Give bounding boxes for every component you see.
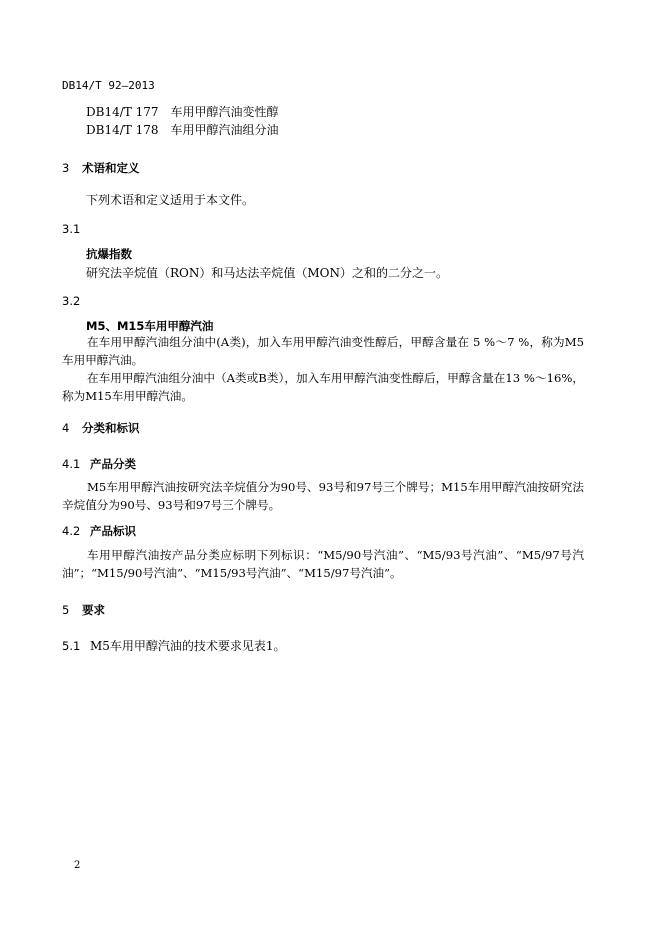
section-heading: [62, 420, 140, 436]
section-number: 5: [62, 603, 70, 617]
reference-item: [86, 103, 279, 121]
reference-code: DB14/T 177: [86, 105, 159, 119]
paragraph: 车用甲醇汽油按产品分类应标明下列标识：“M5/90号汽油”、“M5/93号汽油”、“M5/97号汽油”；“M15/90号汽油”、“M15/93号汽油”、“M15/97号汽油”。: [62, 548, 584, 580]
subsection-number: 4.1: [62, 457, 81, 471]
section-title: 分类和标识: [82, 421, 140, 435]
section-heading: [62, 160, 140, 176]
section-heading: [62, 602, 105, 618]
subsection-heading: [62, 523, 136, 539]
clause-text: M5车用甲醇汽油的技术要求见表1。: [90, 639, 286, 653]
section-title: 要求: [82, 603, 105, 617]
term-definition: 研究法辛烷值（RON）和马达法辛烷值（MON）之和的二分之一。: [86, 266, 449, 280]
term-name: 抗爆指数: [86, 247, 132, 261]
reference-item: [86, 121, 279, 139]
term-definition: 在车用甲醇汽油组分油中(A类)，加入车用甲醇汽油变性醇后，甲醇含量在 5 %～7 %，称为M5车用甲醇汽油。: [62, 335, 584, 367]
paragraph: M5车用甲醇汽油按研究法辛烷值分为90号、93号和97号三个牌号；M15车用甲醇汽油按研究法辛烷值分为90号、93号和97号三个牌号。: [62, 480, 584, 512]
running-header: DB14/T 92—2013: [62, 79, 155, 92]
subsection-title: 产品分类: [90, 457, 136, 471]
clause-item: [62, 637, 286, 655]
section-number: 4: [62, 421, 70, 435]
term-definition: 在车用甲醇汽油组分油中（A类或B类），加入车用甲醇汽油变性醇后，甲醇含量在13 %～16%，称为M15车用甲醇汽油。: [62, 371, 584, 403]
clause-number: 5.1: [62, 639, 81, 653]
clause-number: 3.1: [62, 222, 81, 236]
reference-title: 车用甲醇汽油变性醇: [170, 105, 279, 119]
clause-number: 3.2: [62, 294, 81, 308]
section-number: 3: [62, 161, 70, 175]
page-number: 2: [74, 860, 81, 871]
subsection-number: 4.2: [62, 524, 81, 538]
term-name: M5、M15车用甲醇汽油: [86, 319, 214, 333]
paragraph: 下列术语和定义适用于本文件。: [86, 193, 255, 207]
reference-code: DB14/T 178: [86, 123, 159, 137]
subsection-title: 产品标识: [90, 524, 136, 538]
reference-title: 车用甲醇汽油组分油: [170, 123, 279, 137]
section-title: 术语和定义: [82, 161, 140, 175]
subsection-heading: [62, 456, 136, 472]
